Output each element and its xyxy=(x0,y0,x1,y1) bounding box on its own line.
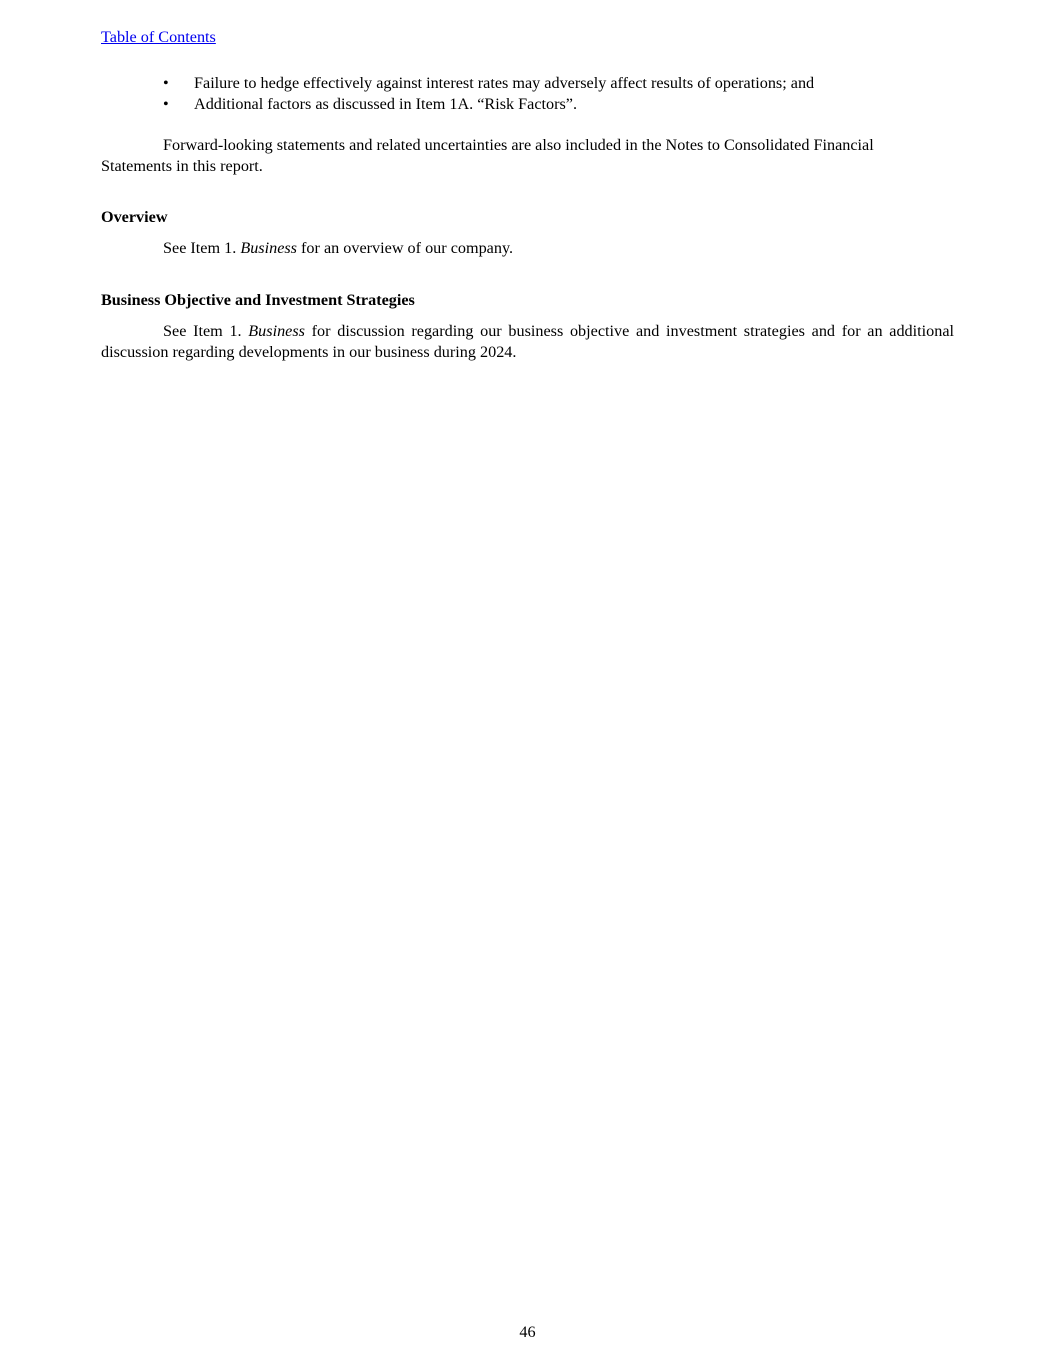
business-objective-text-end: for discussion regarding our business objective and investment strategies and for an additional discussion regarding developments in our business during 2024. xyxy=(101,322,954,361)
bullet-icon: • xyxy=(163,74,169,92)
forward-looking-line-1: Forward-looking statements and related uncertainties are also included in the Notes to Consolidated Financial xyxy=(163,136,874,154)
bullet-item xyxy=(101,73,954,94)
risk-bullet-list xyxy=(101,73,954,115)
business-objective-text-start: See Item 1. xyxy=(163,322,249,340)
forward-looking-paragraph xyxy=(101,135,954,177)
business-objective-business-term: Business xyxy=(248,322,305,340)
bullet-item xyxy=(101,94,954,115)
bullet-text: Additional factors as discussed in Item 1A. “Risk Factors”. xyxy=(194,95,578,113)
forward-looking-line-2: Statements in this report. xyxy=(101,157,263,175)
overview-text-start: See Item 1. xyxy=(163,239,241,257)
overview-heading: Overview xyxy=(101,208,168,226)
bullet-icon: • xyxy=(163,95,169,113)
overview-business-term: Business xyxy=(240,239,297,257)
overview-paragraph xyxy=(101,238,954,259)
overview-text-end: for an overview of our company. xyxy=(296,239,514,257)
bullet-text: Failure to hedge effectively against interest rates may adversely affect results of operations; and xyxy=(194,74,815,92)
table-of-contents-link[interactable]: Table of Contents xyxy=(101,28,216,46)
business-objective-heading: Business Objective and Investment Strategies xyxy=(101,291,415,309)
business-objective-paragraph xyxy=(101,321,954,363)
page-number: 46 xyxy=(519,1323,536,1341)
